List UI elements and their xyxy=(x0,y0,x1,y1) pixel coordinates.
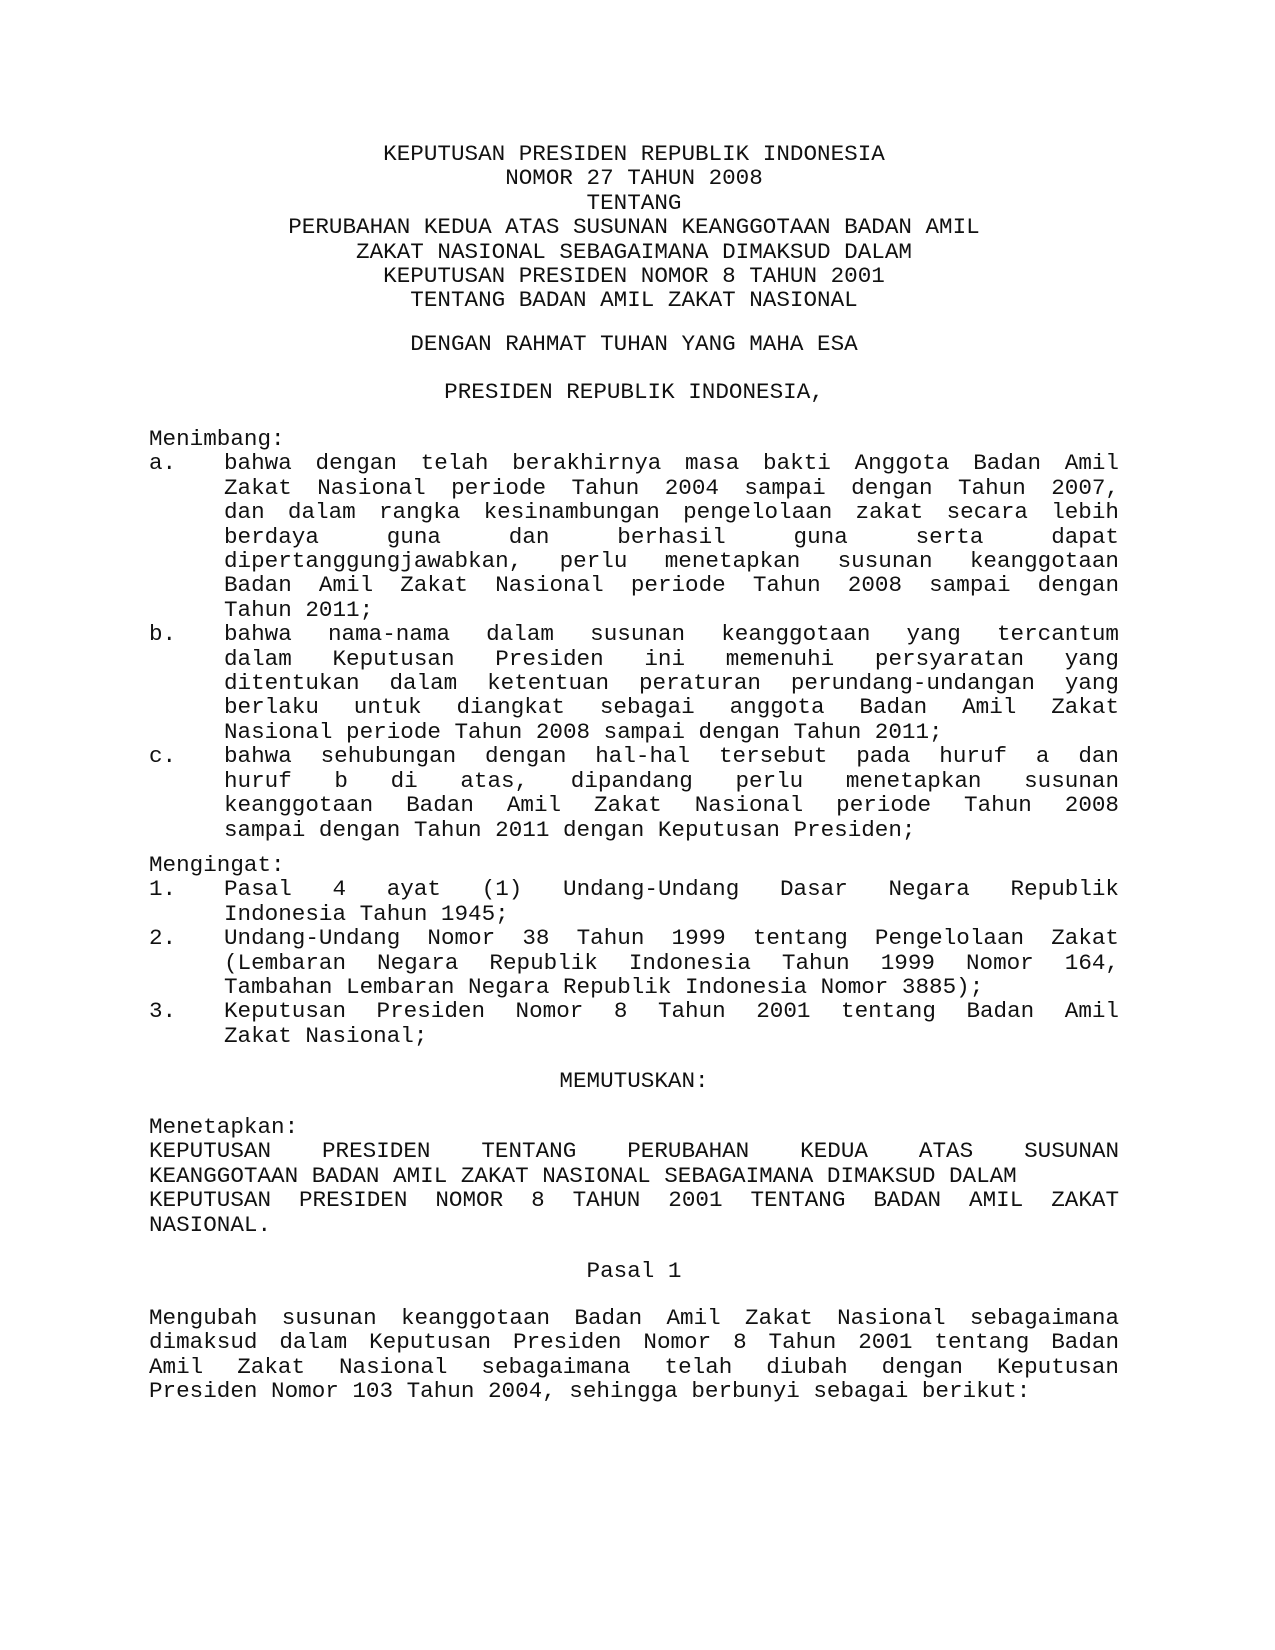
header-line: NOMOR 27 TAHUN 2008 xyxy=(505,165,763,192)
item-marker: a. xyxy=(149,450,177,477)
item-line: dan dalam rangka kesinambungan pengelolaan zakat secara lebih xyxy=(224,499,1119,526)
item-line: Zakat Nasional; xyxy=(224,1022,428,1049)
item-line: Tahun 2011; xyxy=(224,596,374,623)
item-line: Zakat Nasional periode Tahun 2004 sampai dengan Tahun 2007, xyxy=(224,474,1119,501)
item-line: berlaku untuk diangkat sebagai anggota Badan Amil Zakat xyxy=(224,694,1119,721)
memutuskan-text: MEMUTUSKAN: xyxy=(559,1068,709,1094)
item-marker: c. xyxy=(149,743,177,770)
header-line: KEPUTUSAN PRESIDEN REPUBLIK INDONESIA xyxy=(383,141,885,167)
item-line: Keputusan Presiden Nomor 8 Tahun 2001 tentang Badan Amil xyxy=(224,998,1119,1025)
president-text: PRESIDEN REPUBLIK INDONESIA, xyxy=(444,379,824,405)
item-line: dalam Keputusan Presiden ini memenuhi persyaratan yang xyxy=(224,645,1119,672)
pasal-1-line: Amil Zakat Nasional sebagaimana telah diubah dengan Keputusan xyxy=(149,1353,1119,1380)
document-header xyxy=(149,142,1119,313)
item-line: Undang-Undang Nomor 38 Tahun 1999 tentang Pengelolaan Zakat xyxy=(224,925,1119,952)
pasal-1-line: Mengubah susunan keanggotaan Badan Amil Zakat Nasional sebagaimana xyxy=(149,1305,1119,1331)
item-marker: 2. xyxy=(149,925,177,952)
menetapkan-label: Menetapkan: xyxy=(149,1114,299,1140)
mengingat-label: Mengingat: xyxy=(149,852,285,878)
menetapkan-section xyxy=(149,1115,1119,1237)
item-marker: b. xyxy=(149,621,177,648)
item-line: bahwa dengan telah berakhirnya masa bakti Anggota Badan Amil xyxy=(224,450,1119,477)
menimbang-item-a xyxy=(149,451,1119,622)
menetapkan-line: NASIONAL. xyxy=(149,1211,272,1238)
item-line: Indonesia Tahun 1945; xyxy=(224,900,509,927)
item-line: Pasal 4 ayat (1) Undang-Undang Dasar Negara Republik xyxy=(224,876,1119,903)
header-line: TENTANG BADAN AMIL ZAKAT NASIONAL xyxy=(410,287,858,314)
item-line: huruf b di atas, dipandang perlu menetapkan susunan xyxy=(224,767,1119,794)
item-marker: 3. xyxy=(149,998,177,1025)
menimbang-label: Menimbang: xyxy=(149,426,285,452)
menetapkan-line: KEPUTUSAN PRESIDEN NOMOR 8 TAHUN 2001 TENTANG BADAN AMIL ZAKAT xyxy=(149,1187,1119,1214)
header-line: TENTANG xyxy=(586,189,682,216)
header-line: PERUBAHAN KEDUA ATAS SUSUNAN KEANGGOTAAN BADAN AMIL xyxy=(288,214,980,241)
menetapkan-line: KEANGGOTAAN BADAN AMIL ZAKAT NASIONAL SEBAGAIMANA DIMAKSUD DALAM xyxy=(149,1162,1017,1189)
item-line: bahwa sehubungan dengan hal-hal tersebut pada huruf a dan xyxy=(224,743,1119,770)
item-line: bahwa nama-nama dalam susunan keanggotaan yang tercantum xyxy=(224,621,1119,648)
mengingat-item-2 xyxy=(149,926,1119,999)
item-line: Tambahan Lembaran Negara Republik Indonesia Nomor 3885); xyxy=(224,974,984,1001)
pasal-1-title xyxy=(149,1259,1119,1283)
header-line: ZAKAT NASIONAL SEBAGAIMANA DIMAKSUD DALAM xyxy=(356,238,912,265)
pasal-1-title-text: Pasal 1 xyxy=(586,1258,682,1284)
item-line: (Lembaran Negara Republik Indonesia Tahun 1999 Nomor 164, xyxy=(224,949,1119,976)
menimbang-section xyxy=(149,427,1119,842)
blessing xyxy=(149,332,1119,356)
pasal-1-line: Presiden Nomor 103 Tahun 2004, sehingga berbunyi sebagai berikut: xyxy=(149,1378,1031,1405)
menimbang-item-b xyxy=(149,622,1119,744)
item-line: berdaya guna dan berhasil guna serta dapat xyxy=(224,523,1119,550)
pasal-1-line: dimaksud dalam Keputusan Presiden Nomor 8 Tahun 2001 tentang Badan xyxy=(149,1329,1119,1356)
item-line: ditentukan dalam ketentuan peraturan perundang-undangan yang xyxy=(224,670,1119,697)
menimbang-item-c xyxy=(149,744,1119,842)
mengingat-item-3 xyxy=(149,999,1119,1048)
blessing-text: DENGAN RAHMAT TUHAN YANG MAHA ESA xyxy=(410,331,858,357)
item-line: keanggotaan Badan Amil Zakat Nasional periode Tahun 2008 xyxy=(224,792,1119,819)
president-title xyxy=(149,380,1119,404)
mengingat-item-1 xyxy=(149,877,1119,926)
menetapkan-line: KEPUTUSAN PRESIDEN TENTANG PERUBAHAN KEDUA ATAS SUSUNAN xyxy=(149,1138,1119,1165)
item-line: dipertanggungjawabkan, perlu menetapkan susunan keanggotaan xyxy=(224,548,1119,575)
item-marker: 1. xyxy=(149,876,177,903)
mengingat-section xyxy=(149,853,1119,1048)
memutuskan-heading xyxy=(149,1069,1119,1093)
item-line: Nasional periode Tahun 2008 sampai dengan Tahun 2011; xyxy=(224,718,943,745)
item-line: Badan Amil Zakat Nasional periode Tahun 2008 sampai dengan xyxy=(224,572,1119,599)
item-line: sampai dengan Tahun 2011 dengan Keputusan Presiden; xyxy=(224,816,916,843)
pasal-1-body xyxy=(149,1306,1119,1404)
header-line: KEPUTUSAN PRESIDEN NOMOR 8 TAHUN 2001 xyxy=(383,263,885,290)
